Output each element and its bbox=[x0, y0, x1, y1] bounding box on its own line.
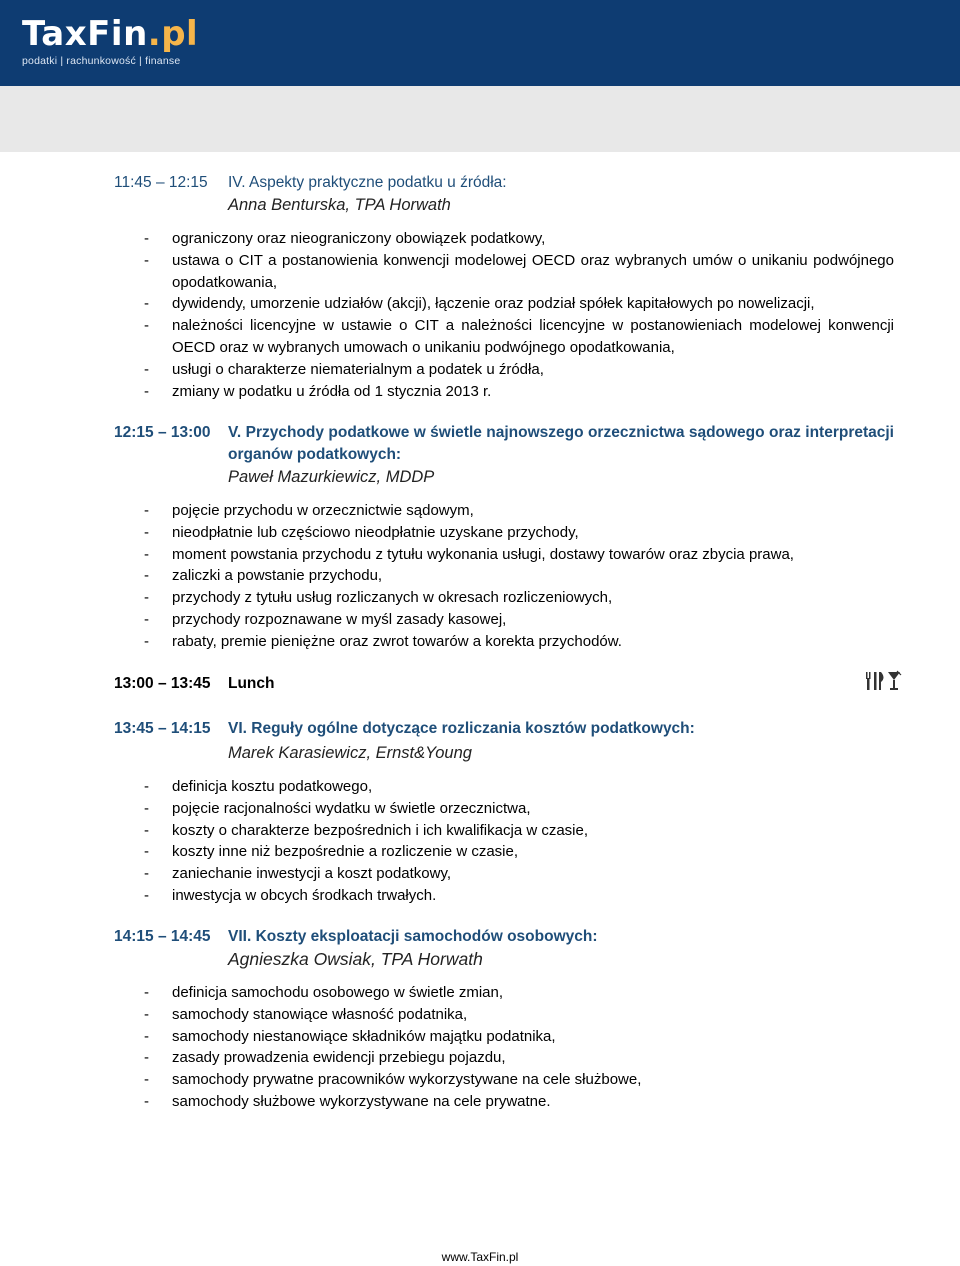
session-iv bbox=[114, 172, 894, 402]
list-item: - zaliczki a powstanie przychodu, bbox=[144, 565, 894, 587]
list-item: - ograniczony oraz nieograniczony obowiązek podatkowy, bbox=[144, 228, 894, 250]
list-item: - pojęcie przychodu w orzecznictwie sądowym, bbox=[144, 500, 894, 522]
list-item: - samochody prywatne pracowników wykorzystywane na cele służbowe, bbox=[144, 1069, 894, 1091]
session-lunch bbox=[114, 673, 894, 695]
taxfin-logo bbox=[22, 14, 198, 67]
session-title: VII. Koszty eksploatacji samochodów osobowych: bbox=[228, 928, 598, 945]
session-time: 13:00 – 13:45 bbox=[114, 675, 211, 692]
list-item: - zmiany w podatku u źródła od 1 stycznia 2013 r. bbox=[144, 381, 894, 403]
list-item: - moment powstania przychodu z tytułu wykonania usługi, dostawy towarów oraz zbycia prawa, bbox=[144, 544, 894, 566]
session-vi bbox=[114, 718, 894, 907]
list-item: - usługi o charakterze niematerialnym a podatek u źródła, bbox=[144, 359, 894, 381]
list-item: - definicja samochodu osobowego w świetle zmian, bbox=[144, 982, 894, 1004]
list-item: - definicja kosztu podatkowego, bbox=[144, 776, 894, 798]
logo-suffix: .pl bbox=[147, 14, 199, 54]
session-vii bbox=[114, 926, 894, 1113]
session-title: IV. Aspekty praktyczne podatku u źródła: bbox=[228, 174, 507, 191]
list-item: - przychody z tytułu usług rozliczanych w okresach rozliczeniowych, bbox=[144, 587, 894, 609]
list-item: - samochody służbowe wykorzystywane na cele prywatne. bbox=[144, 1091, 894, 1113]
topic-list bbox=[144, 500, 894, 653]
session-title: V. Przychody podatkowe w świetle najnowszego orzecznictwa sądowego oraz interpretacji organów podatkowych: bbox=[228, 424, 894, 463]
list-item: - przychody rozpoznawane w myśl zasady kasowej, bbox=[144, 609, 894, 631]
session-v bbox=[114, 422, 894, 653]
list-item: - zaniechanie inwestycji a koszt podatkowy, bbox=[144, 863, 894, 885]
session-title: VI. Reguły ogólne dotyczące rozliczania kosztów podatkowych: bbox=[228, 720, 695, 737]
list-item: - nieodpłatnie lub częściowo nieodpłatnie uzyskane przychody, bbox=[144, 522, 894, 544]
session-speaker: Marek Karasiewicz, Ernst&Young bbox=[228, 744, 472, 762]
session-speaker: Paweł Mazurkiewicz, MDDP bbox=[228, 468, 435, 486]
session-title: Lunch bbox=[228, 675, 275, 692]
logo-main-text: TaxFin bbox=[22, 14, 148, 54]
session-time: 12:15 – 13:00 bbox=[114, 424, 211, 441]
session-speaker: Agnieszka Owsiak, TPA Horwath bbox=[228, 949, 483, 969]
topic-list bbox=[144, 228, 894, 402]
session-time: 14:15 – 14:45 bbox=[114, 928, 211, 945]
session-time: 11:45 – 12:15 bbox=[114, 174, 208, 191]
footer-url: www.TaxFin.pl bbox=[441, 1250, 519, 1264]
session-speaker: Anna Benturska, TPA Horwath bbox=[228, 196, 451, 214]
list-item: - koszty o charakterze bezpośrednich i ich kwalifikacja w czasie, bbox=[144, 820, 894, 842]
list-item: - rabaty, premie pieniężne oraz zwrot towarów a korekta przychodów. bbox=[144, 631, 894, 653]
topic-list bbox=[144, 776, 894, 907]
list-item: - dywidendy, umorzenie udziałów (akcji), łączenie oraz podział spółek kapitałowych po nowelizacji, bbox=[144, 293, 894, 315]
header-divider-band bbox=[0, 86, 960, 152]
list-item: - inwestycja w obcych środkach trwałych. bbox=[144, 885, 894, 907]
logo-tagline: podatki | rachunkowość | finanse bbox=[22, 55, 181, 67]
session-time: 13:45 – 14:15 bbox=[114, 720, 211, 737]
topic-list bbox=[144, 982, 894, 1113]
list-item: - samochody niestanowiące składników majątku podatnika, bbox=[144, 1026, 894, 1048]
list-item: - ustawa o CIT a postanowienia konwencji modelowej OECD oraz wybranych umów o unikaniu podwójnego opodatkowania, bbox=[144, 250, 894, 294]
list-item: - samochody stanowiące własność podatnika, bbox=[144, 1004, 894, 1026]
list-item: - koszty inne niż bezpośrednie a rozliczenie w czasie, bbox=[144, 841, 894, 863]
list-item: - należności licencyjne w ustawie o CIT a należności licencyjne w postanowieniach modelowej konwencji OECD oraz w wybranych umowach o unikaniu podwójnego opodatkowania, bbox=[144, 315, 894, 359]
list-item: - pojęcie racjonalności wydatku w świetle orzecznictwa, bbox=[144, 798, 894, 820]
cutlery-icon bbox=[864, 670, 904, 692]
list-item: - zasady prowadzenia ewidencji przebiegu pojazdu, bbox=[144, 1047, 894, 1069]
